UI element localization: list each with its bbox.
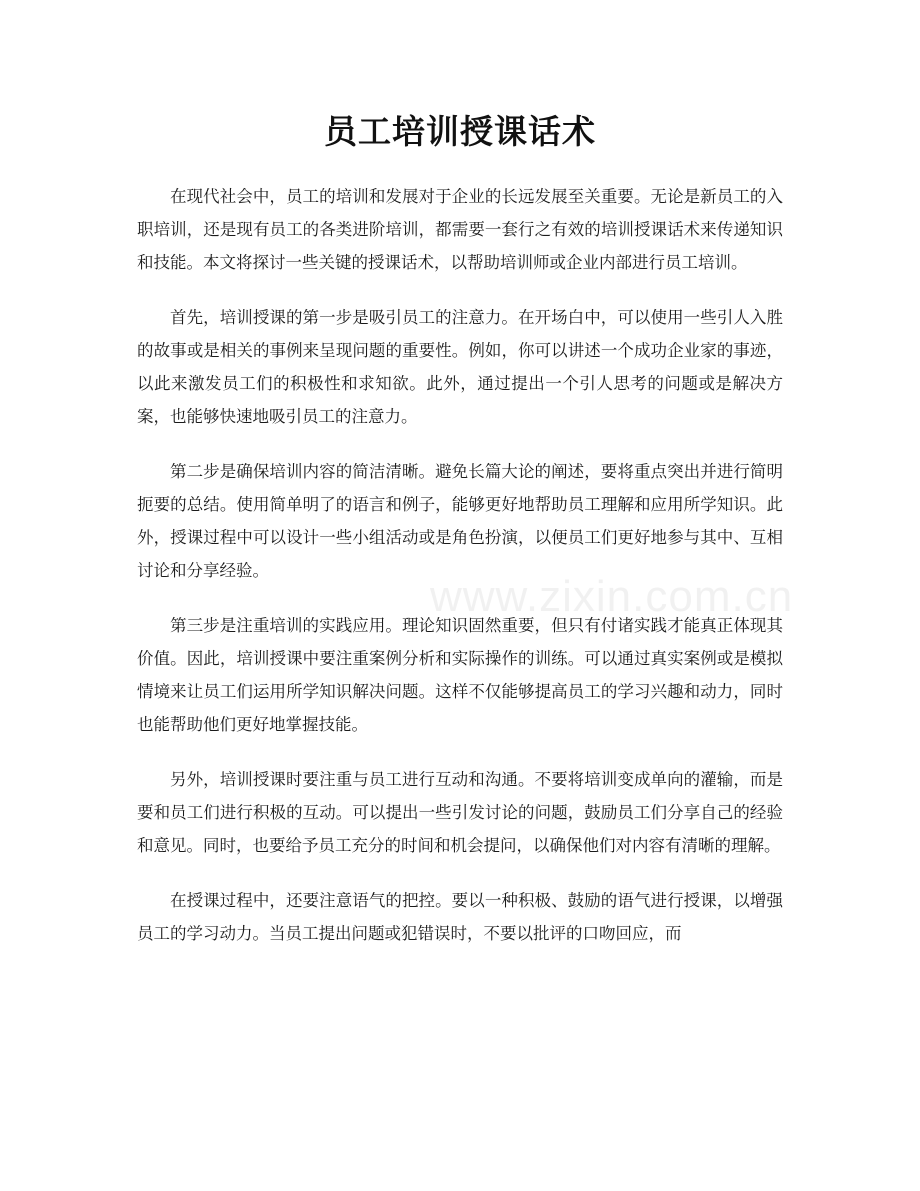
document-body (137, 180, 783, 972)
document-title: 员工培训授课话术 (324, 112, 596, 151)
paragraph-step-three: 第三步是注重培训的实践应用。理论知识固然重要，但只有付诸实践才能真正体现其价值。因此，培训授课中要注重案例分析和实际操作的训练。可以通过真实案例或是模拟情境来让员工们运用所学知识解决问题。这样不仅能够提高员工的学习兴趣和动力，同时也能帮助他们更好地掌握技能。 (137, 616, 783, 734)
paragraph-step-two: 第二步是确保培训内容的简洁清晰。避免长篇大论的阐述，要将重点突出并进行简明扼要的总结。使用简单明了的语言和例子，能够更好地帮助员工理解和应用所学知识。此外，授课过程中可以设计一些小组活动或是角色扮演，以便员工们更好地参与其中、互相讨论和分享经验。 (137, 462, 783, 580)
paragraph-interaction: 另外，培训授课时要注重与员工进行互动和沟通。不要将培训变成单向的灌输，而是要和员工们进行积极的互动。可以提出一些引发讨论的问题，鼓励员工们分享自己的经验和意见。同时，也要给予员工充分的时间和机会提问，以确保他们对内容有清晰的理解。 (137, 770, 783, 855)
paragraph-step-one: 首先，培训授课的第一步是吸引员工的注意力。在开场白中，可以使用一些引人入胜的故事或是相关的事例来呈现问题的重要性。例如，你可以讲述一个成功企业家的事迹，以此来激发员工们的积极性和求知欲。此外，通过提出一个引人思考的问题或是解决方案，也能够快速地吸引员工的注意力。 (137, 308, 783, 426)
paragraph-intro: 在现代社会中，员工的培训和发展对于企业的长远发展至关重要。无论是新员工的入职培训，还是现有员工的各类进阶培训，都需要一套行之有效的培训授课话术来传递知识和技能。本文将探讨一些关键的授课话术，以帮助培训师或企业内部进行员工培训。 (137, 187, 783, 272)
watermark-text: www.zixin.com.cn (430, 572, 794, 621)
paragraph-tone: 在授课过程中，还要注意语气的把控。要以一种积极、鼓励的语气进行授课，以增强员工的学习动力。当员工提出问题或犯错误时，不要以批评的口吻回应，而 (137, 891, 783, 943)
